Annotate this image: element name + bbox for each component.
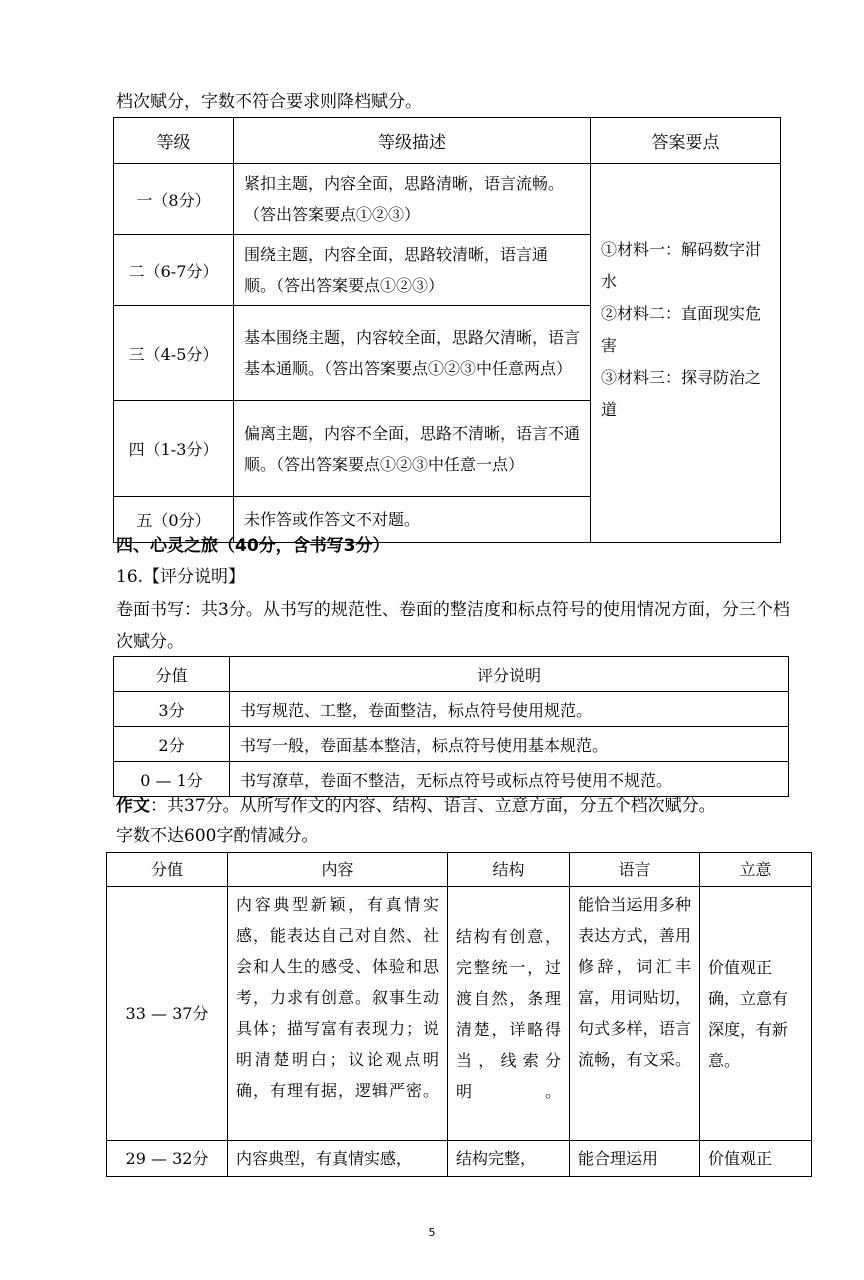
answer-point: ③材料三：探寻防治之道 (601, 368, 762, 419)
header-grade: 等级 (114, 118, 234, 164)
header-answer-points: 答案要点 (591, 118, 781, 164)
header-language: 语言 (570, 853, 700, 887)
essay-table (106, 852, 812, 1177)
handwriting-intro: 卷面书写：共3分。从书写的规范性、卷面的整洁度和标点符号的使用情况方面，分三个档次赋分。 (116, 600, 790, 652)
page-number: 5 (428, 1226, 436, 1239)
explanation-cell: 书写规范、工整，卷面整洁，标点符号使用规范。 (230, 692, 789, 727)
answer-point: ②材料二：直面现实危害 (601, 304, 762, 355)
explanation-cell: 书写潦草，卷面不整洁，无标点符号或标点符号使用不规范。 (230, 762, 789, 797)
content-cell: 内容典型新颖，有真情实感，能表达自己对自然、社会和人生的感受、体验和思考，力求有创意。叙事生动具体；描写富有表现力；说明清楚明白；议论观点明确，有理有据，逻辑严密。 (228, 887, 448, 1141)
header-intent: 立意 (700, 853, 812, 887)
intro-line: 档次赋分，字数不符合要求则降档赋分。 (116, 92, 422, 112)
grade-description: 未作答或作答文不对题。 (234, 497, 591, 543)
essay-label: 作文 (116, 796, 150, 816)
essay-intro-line2: 字数不达600字酌情减分。 (116, 826, 319, 846)
explanation-cell: 书写一般，卷面基本整洁，标点符号使用基本规范。 (230, 727, 789, 762)
grade-description: 偏离主题，内容不全面，思路不清晰，语言不通顺。（答出答案要点①②③中任意一点） (234, 401, 591, 497)
structure-cell: 结构完整， (448, 1141, 570, 1177)
grade-cell: 五（0分） (114, 497, 234, 543)
header-description: 等级描述 (234, 118, 591, 164)
score-cell: 2分 (114, 727, 230, 762)
content-cell: 内容典型，有真情实感， (228, 1141, 448, 1177)
grade-description: 基本围绕主题，内容较全面，思路欠清晰，语言基本通顺。（答出答案要点①②③中任意两点） (234, 306, 591, 401)
score-cell: 33 — 37分 (107, 887, 228, 1141)
intent-cell: 价值观正 (700, 1141, 812, 1177)
section-title: 四、心灵之旅（40分，含书写3分） (116, 536, 390, 556)
header-score: 分值 (114, 657, 230, 692)
header-content: 内容 (228, 853, 448, 887)
grade-cell: 二（6-7分） (114, 235, 234, 306)
handwriting-table (113, 656, 789, 797)
intent-cell: 价值观正确，立意有深度，有新意。 (700, 887, 812, 1141)
score-cell: 0 — 1分 (114, 762, 230, 797)
answer-point: ①材料一：解码数字泔水 (601, 240, 762, 291)
grade-description: 紧扣主题，内容全面，思路清晰，语言流畅。（答出答案要点①②③） (234, 164, 591, 235)
header-structure: 结构 (448, 853, 570, 887)
question-label: 16.【评分说明】 (116, 567, 246, 587)
grade-cell: 四（1-3分） (114, 401, 234, 497)
essay-intro (116, 795, 716, 817)
language-cell: 能恰当运用多种表达方式，善用修辞，词汇丰富，用词贴切，句式多样，语言流畅，有文采。 (570, 887, 700, 1141)
grade-cell: 一（8分） (114, 164, 234, 235)
header-explanation: 评分说明 (230, 657, 789, 692)
structure-cell: 结构有创意，完整统一，过渡自然，条理清楚，详略得当，线索分明。 (448, 887, 570, 1141)
grade-cell: 三（4-5分） (114, 306, 234, 401)
score-cell: 29 — 32分 (107, 1141, 228, 1177)
language-cell: 能合理运用 (570, 1141, 700, 1177)
header-score: 分值 (107, 853, 228, 887)
score-cell: 3分 (114, 692, 230, 727)
answer-points-cell (591, 164, 781, 543)
grade-description: 围绕主题，内容全面，思路较清晰，语言通顺。（答出答案要点①②③） (234, 235, 591, 306)
essay-intro-text: ：共37分。从所写作文的内容、结构、语言、立意方面，分五个档次赋分。 (150, 796, 716, 816)
grading-table (113, 117, 781, 543)
